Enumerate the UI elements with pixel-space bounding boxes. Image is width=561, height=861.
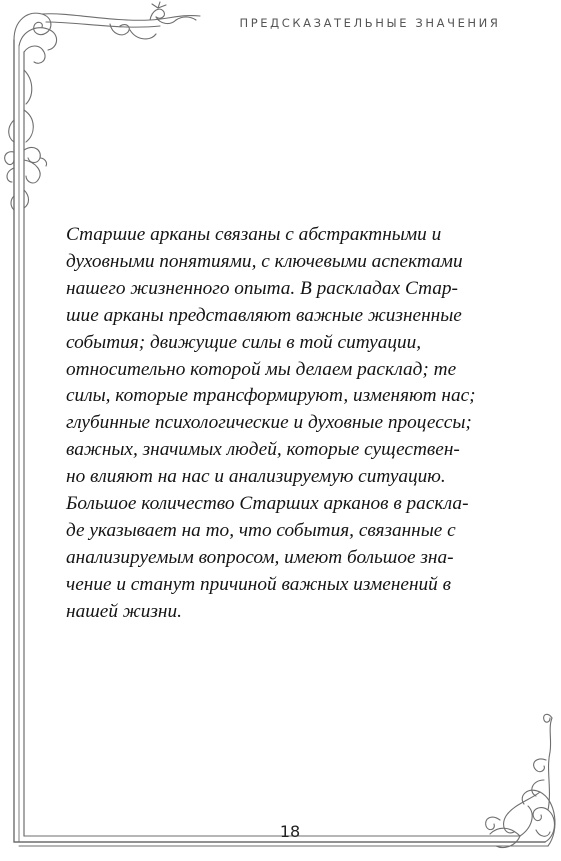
left-leaf-cluster bbox=[5, 148, 47, 210]
paragraph-line: анализируемым вопросом, имеют большое зна- bbox=[66, 546, 454, 568]
body-paragraph bbox=[66, 222, 506, 626]
paragraph-line: Старшие арканы связаны с абстрактными и bbox=[66, 224, 442, 245]
paragraph-line: де указывает на то, что события, связанные с bbox=[66, 519, 456, 541]
paragraph-line: силы, которые трансформируют, изменяют нас; bbox=[66, 385, 476, 407]
paragraph-line: относительно которой мы делаем расклад; те bbox=[66, 358, 457, 380]
paragraph-line: Большое количество Старших арканов в раскла- bbox=[66, 493, 469, 515]
paragraph-line: важных, значимых людей, которые существен- bbox=[66, 439, 460, 461]
bottom-right-flourish bbox=[486, 714, 555, 847]
paragraph-line: события; движущие силы в той ситуации, bbox=[66, 331, 422, 353]
paragraph-line: шие арканы представляют важные жизненные bbox=[66, 304, 462, 326]
paragraph-line: но влияют на нас и анализируемую ситуацию. bbox=[66, 466, 446, 488]
left-border-lines bbox=[14, 40, 24, 842]
paragraph-line: духовными понятиями, с ключевыми аспектами bbox=[66, 250, 463, 272]
paragraph-line: нашей жизни. bbox=[66, 600, 182, 622]
paragraph-line: глубинные психологические и духовные процессы; bbox=[66, 412, 472, 434]
paragraph-line: нашего жизненного опыта. В раскладах Стар- bbox=[66, 277, 458, 299]
running-head-title: ПРЕДСКАЗАТЕЛЬНЫЕ ЗНАЧЕНИЯ bbox=[239, 16, 501, 30]
top-left-flourish bbox=[9, 2, 200, 142]
paragraph-line: чение и станут причиной важных изменений в bbox=[66, 573, 451, 595]
page-number: 18 bbox=[279, 822, 301, 841]
